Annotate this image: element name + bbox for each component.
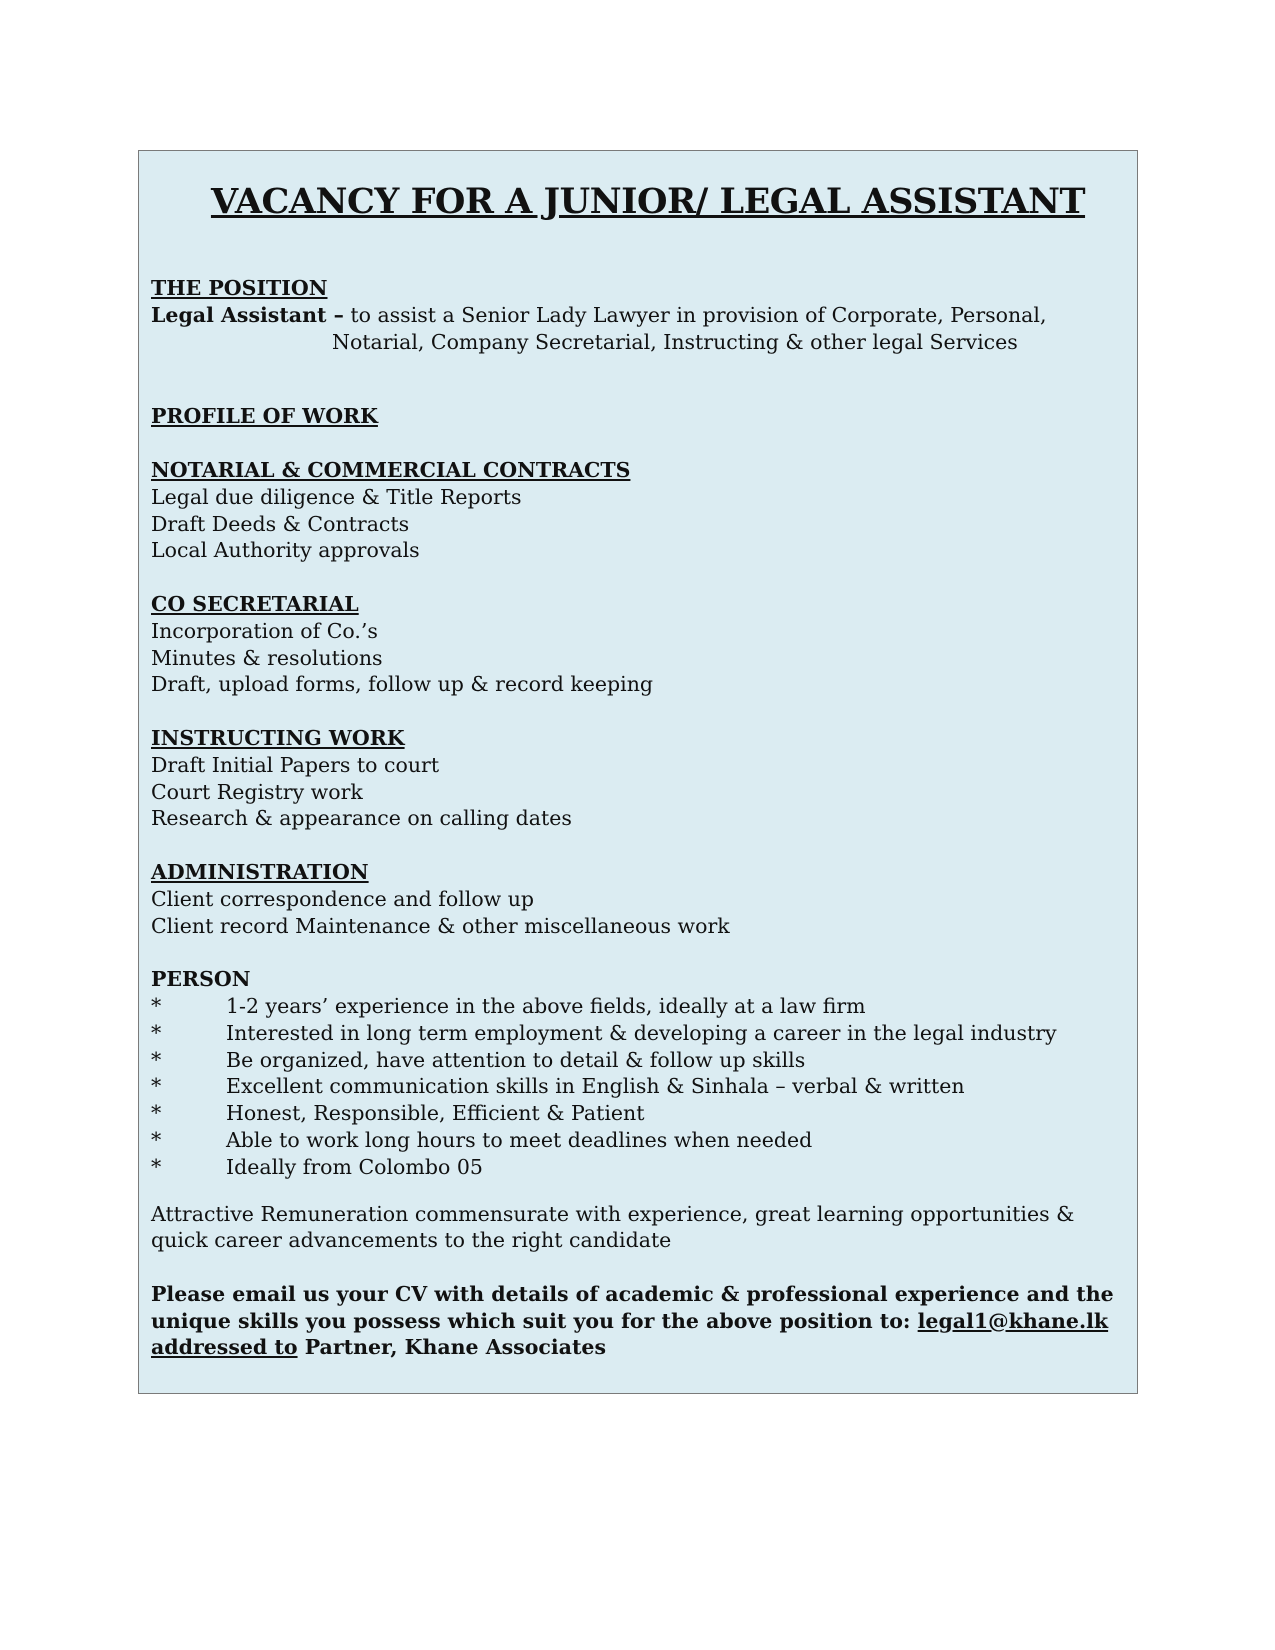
addressee: Partner, Khane Associates	[304, 1335, 606, 1360]
list-item: Client record Maintenance & other miscellaneous work	[151, 913, 730, 938]
list-item: Draft Deeds & Contracts	[151, 511, 410, 536]
list-item: * Ideally from Colombo 05	[151, 1154, 483, 1179]
position-heading: THE POSITION	[151, 276, 328, 300]
bullet-icon: *	[151, 1154, 162, 1179]
list-item: * Be organized, have attention to detail & follow up skills	[151, 1047, 806, 1072]
list-item: Minutes & resolutions	[151, 645, 383, 670]
list-item: * Honest, Responsible, Efficient & Patient	[151, 1101, 645, 1126]
bullet-icon: *	[151, 1127, 162, 1152]
remuneration-text: Attractive Remuneration commensurate with experience, great learning opportunities & quick career advancements to the right candidate	[151, 1201, 1075, 1253]
list-item: Draft, upload forms, follow up & record keeping	[151, 672, 654, 697]
list-item: Incorporation of Co.’s	[151, 618, 378, 643]
bullet-icon: *	[151, 993, 162, 1018]
list-item: Client correspondence and follow up	[151, 886, 535, 911]
section-heading: INSTRUCTING WORK	[151, 725, 405, 750]
list-item: Court Registry work	[151, 779, 363, 804]
section-heading: NOTARIAL & COMMERCIAL CONTRACTS	[151, 457, 631, 482]
position-line	[151, 302, 1127, 329]
list-item: Draft Initial Papers to court	[151, 752, 440, 777]
page-title: VACANCY FOR A JUNIOR/ LEGAL ASSISTANT	[210, 181, 1086, 222]
section-heading: ADMINISTRATION	[151, 859, 369, 884]
apply-text: Please email us your CV with details of academic & professional experience and the unique skills you possess which suit you for the above position to:	[151, 1281, 1114, 1333]
list-item: * 1-2 years’ experience in the above fields, ideally at a law firm	[151, 993, 866, 1018]
bullet-icon: *	[151, 1074, 162, 1099]
list-item: * Interested in long term employment & developing a career in the legal industry	[151, 1020, 1057, 1045]
list-item: * Excellent communication skills in English & Sinhala – verbal & written	[151, 1074, 965, 1099]
section-person	[151, 966, 1127, 1180]
email-link[interactable]: legal1@khane.lk addressed to	[151, 1308, 1109, 1360]
section-notarial	[151, 457, 1127, 564]
vacancy-panel	[138, 150, 1138, 1394]
section-heading: PERSON	[151, 967, 251, 992]
ad-content	[151, 275, 1127, 1361]
section-instructing	[151, 725, 1127, 832]
section-co-secretarial	[151, 591, 1127, 698]
position-desc-2: Notarial, Company Secretarial, Instructing & other legal Services	[332, 329, 1018, 354]
position-desc-1: to assist a Senior Lady Lawyer in provision of Corporate, Personal,	[343, 302, 1047, 327]
section-administration	[151, 859, 1127, 939]
profile-heading: PROFILE OF WORK	[151, 404, 378, 429]
list-item: Local Authority approvals	[151, 538, 420, 563]
apply-instructions	[151, 1281, 1127, 1361]
person-requirements	[151, 993, 1127, 1181]
position-label: Legal Assistant –	[151, 302, 344, 327]
bullet-icon: *	[151, 1020, 162, 1045]
bullet-icon: *	[151, 1101, 162, 1126]
list-item: Research & appearance on calling dates	[151, 806, 572, 831]
list-item: * Able to work long hours to meet deadlines when needed	[151, 1127, 813, 1152]
bullet-icon: *	[151, 1047, 162, 1072]
list-item: Legal due diligence & Title Reports	[151, 484, 522, 509]
section-heading: CO SECRETARIAL	[151, 591, 359, 616]
